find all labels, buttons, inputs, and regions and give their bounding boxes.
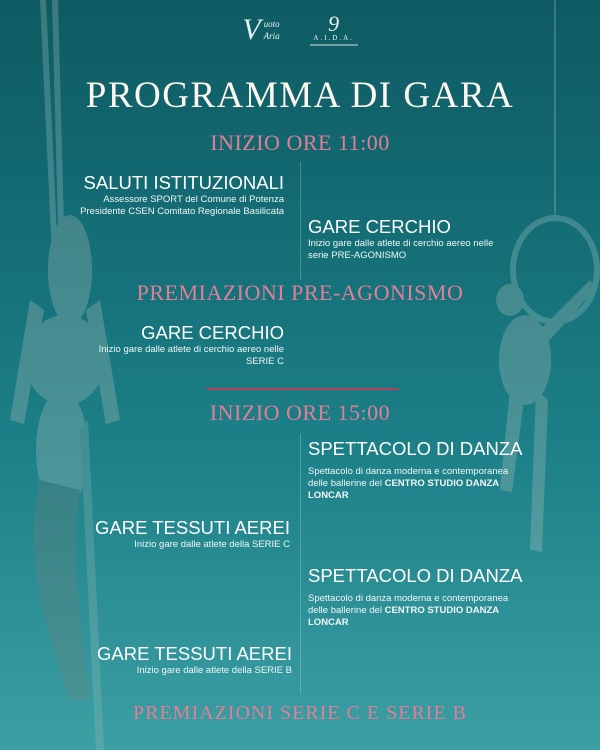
section2-heading: INIZIO ORE 15:00 — [209, 400, 391, 425]
saluti-block — [80, 172, 284, 218]
saluti-line2: Presidente CSEN Comitato Regionale Basilicata — [80, 206, 284, 217]
vuoto-aria-logo-line2: Aria — [263, 31, 280, 41]
tessuti-b-block — [97, 643, 292, 677]
aida-logo-name: A.I.D.A. — [313, 34, 354, 42]
page-title: PROGRAMMA DI GARA — [85, 75, 515, 116]
spettacolo1-school-cont: LONCAR — [308, 490, 349, 501]
gare-cerchio-c-line2: SERIE C — [245, 356, 284, 367]
section1-heading: INIZIO ORE 11:00 — [210, 130, 390, 155]
spettacolo1-block — [308, 438, 523, 502]
spettacolo2-school: CENTRO STUDIO DANZA — [384, 605, 500, 616]
vuoto-aria-logo-line1: uoto — [263, 19, 280, 29]
gare-cerchio-pre-line1: Inizio gare dalle atlete di cerchio aereo nelle — [308, 238, 494, 249]
premiazioni-pre-heading: PREMIAZIONI PRE-AGONISMO — [136, 280, 464, 305]
gare-cerchio-pre-block — [308, 216, 493, 262]
gare-cerchio-c-line1: Inizio gare dalle atlete di cerchio aereo nelle — [98, 344, 284, 355]
tessuti-b-line1: Inizio gare dalle atlete della SERIE B — [136, 665, 292, 676]
spettacolo2-school-cont: LONCAR — [308, 617, 349, 628]
gare-cerchio-pre-title: GARE CERCHIO — [308, 216, 451, 237]
saluti-title: SALUTI ISTITUZIONALI — [83, 172, 284, 193]
spettacolo1-line2: delle ballerine del — [308, 478, 385, 489]
saluti-line1: Assessore SPORT del Comune di Potenza — [103, 194, 284, 205]
gare-cerchio-c-block — [99, 322, 284, 368]
tessuti-b-title: GARE TESSUTI AEREI — [97, 643, 292, 664]
spettacolo2-line1: Spettacolo di danza moderna e contemporanea — [308, 593, 509, 604]
aida-logo — [310, 11, 358, 46]
premiazioni-final-heading: PREMIAZIONI SERIE C E SERIE B — [133, 702, 467, 724]
spettacolo2-block — [308, 565, 523, 629]
tessuti-c-line1: Inizio gare dalle atlete della SERIE C — [134, 539, 290, 550]
column-divider-top — [300, 162, 301, 280]
spettacolo1-school: CENTRO STUDIO DANZA — [384, 478, 500, 489]
tessuti-c-block — [95, 517, 290, 551]
section-separator — [206, 388, 398, 390]
spettacolo1-line1: Spettacolo di danza moderna e contemporanea — [308, 466, 509, 477]
spettacolo1-title: SPETTACOLO DI DANZA — [308, 438, 523, 459]
spettacolo2-line2: delle ballerine del — [308, 605, 385, 616]
gare-cerchio-pre-line2: serie PRE-AGONISMO — [308, 250, 407, 261]
aida-logo-tagline-rule — [310, 44, 358, 46]
sponsor-logos — [0, 11, 600, 46]
column-divider-bottom — [300, 434, 301, 694]
vuoto-aria-logo-mark: V — [242, 13, 261, 46]
aida-logo-mark: 9 — [328, 11, 340, 36]
vuoto-aria-logo — [242, 14, 279, 46]
spettacolo2-title: SPETTACOLO DI DANZA — [308, 565, 523, 586]
tessuti-c-title: GARE TESSUTI AEREI — [95, 517, 290, 538]
gare-cerchio-c-title: GARE CERCHIO — [141, 322, 284, 343]
